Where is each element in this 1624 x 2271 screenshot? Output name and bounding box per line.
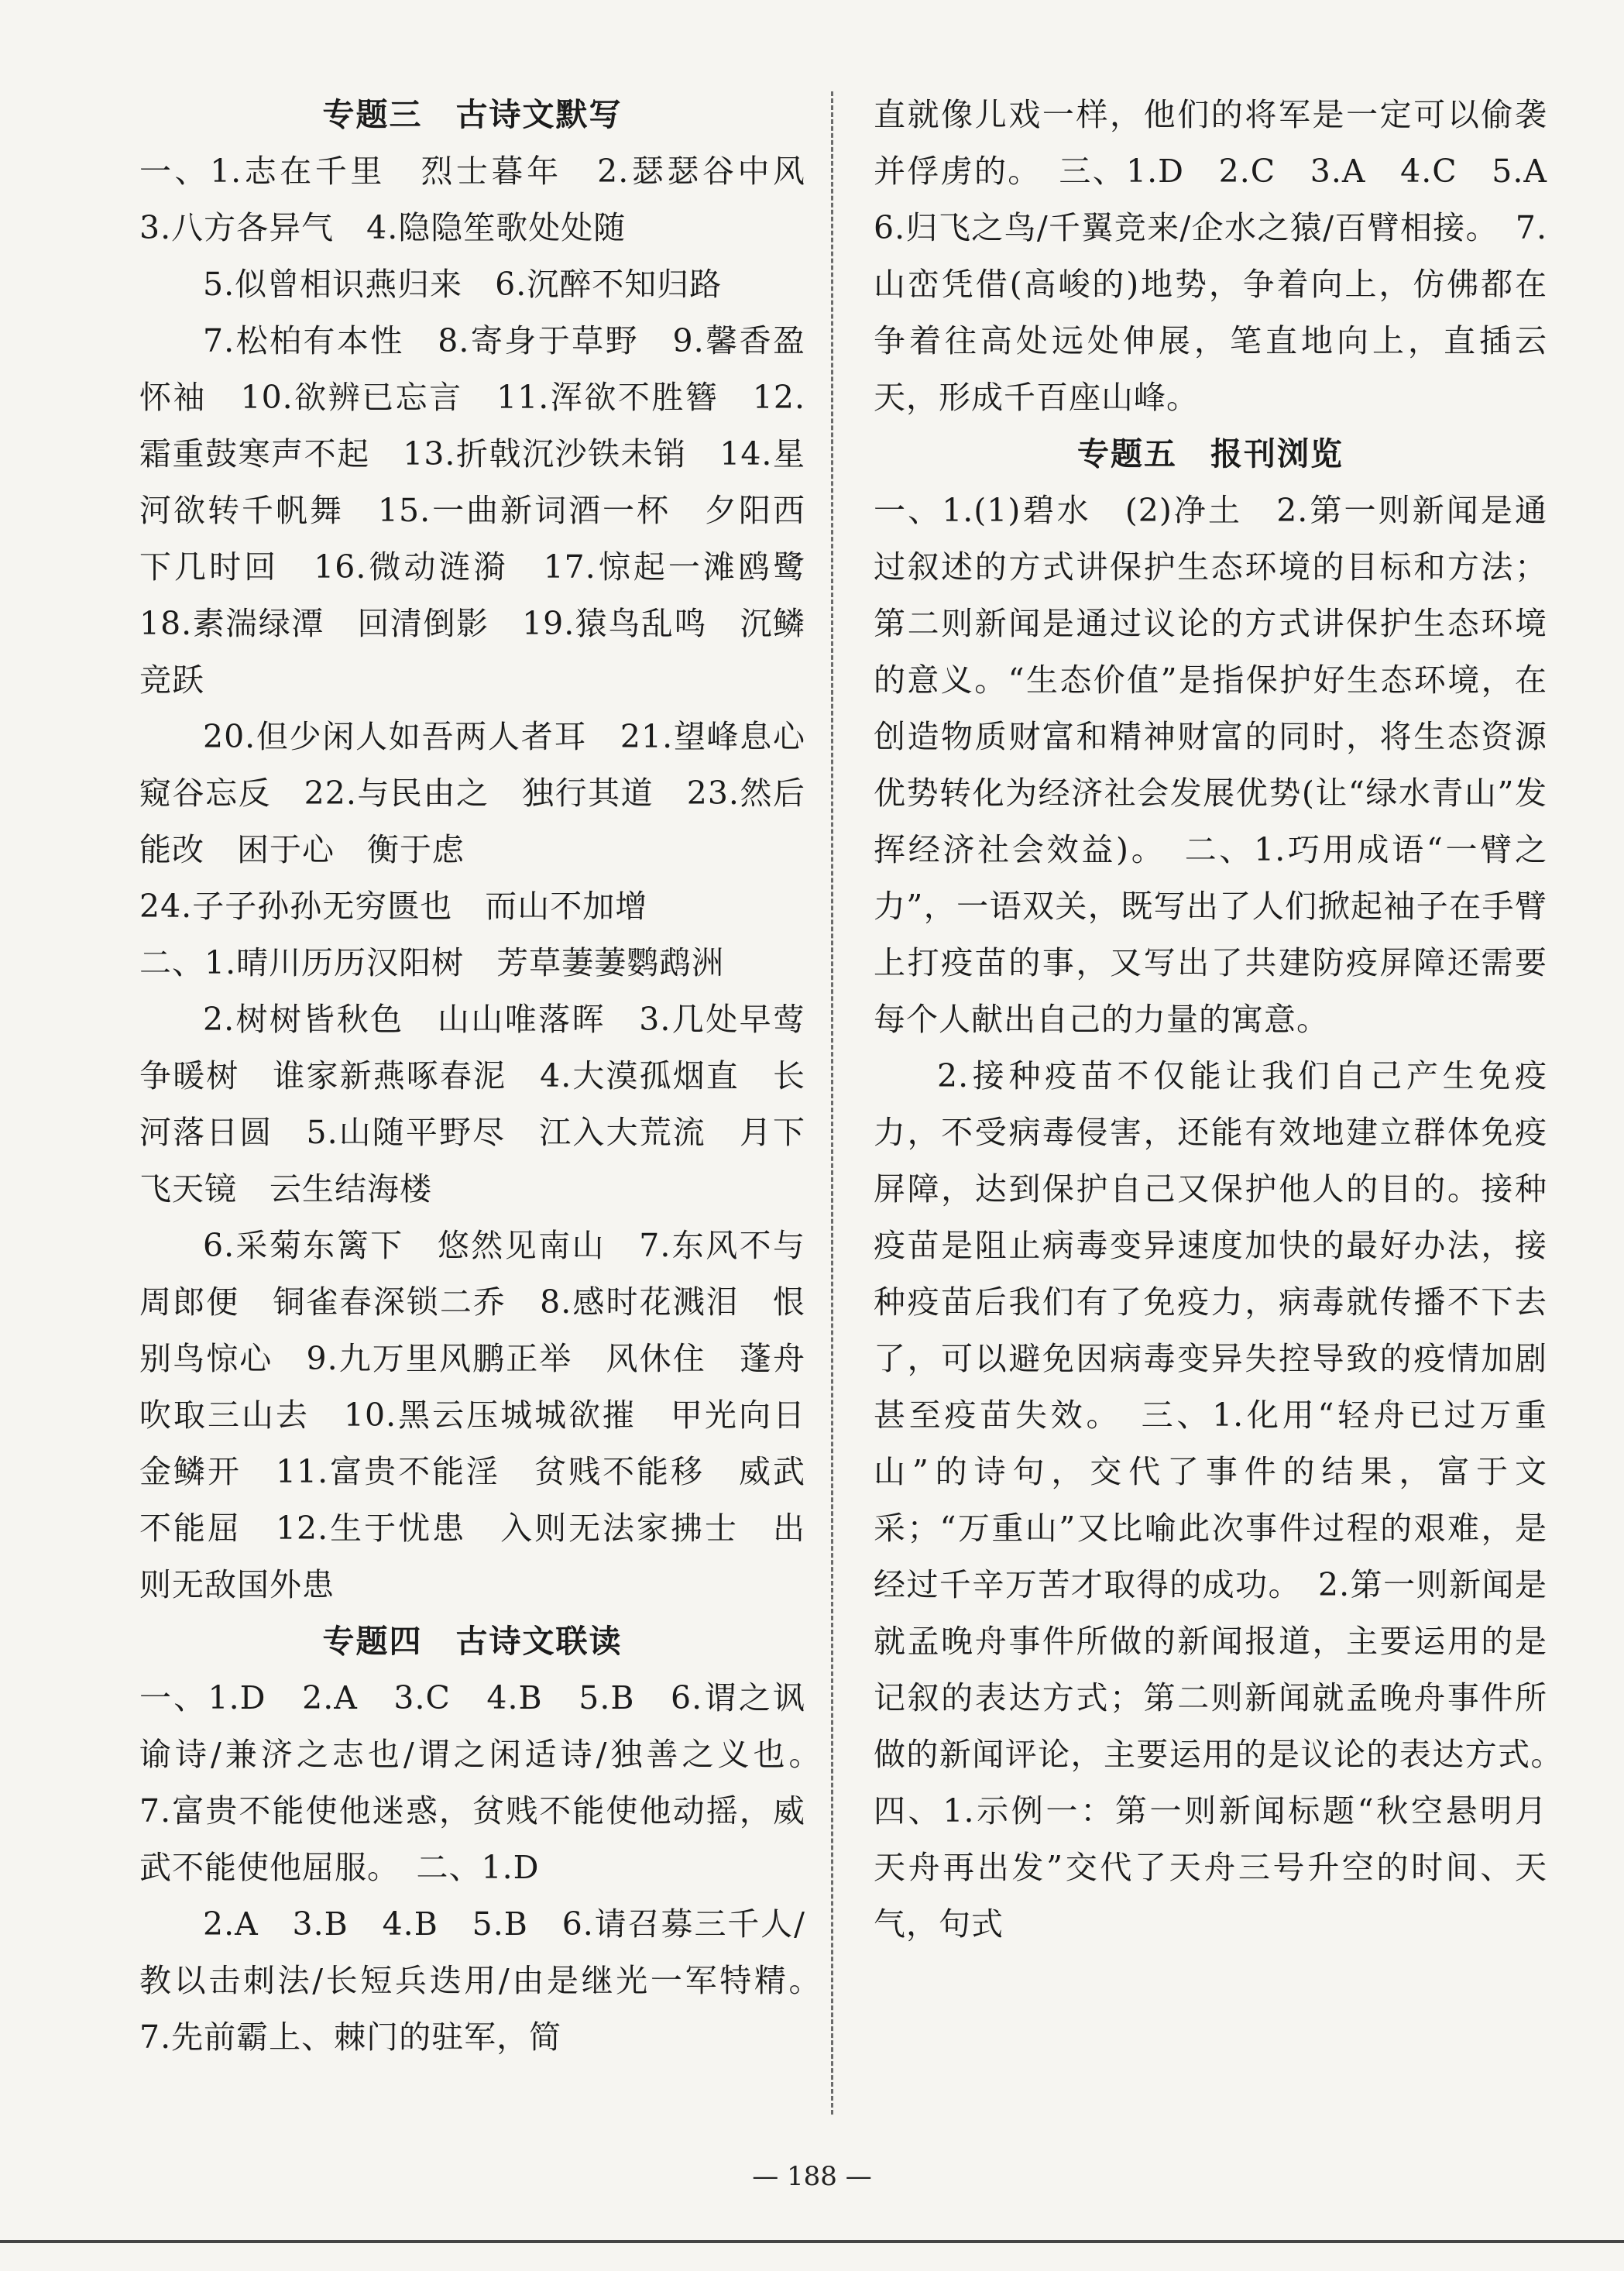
section-3-para-3: 7.松柏有本性 8.寄身于草野 9.馨香盈怀袖 10.欲辨已忘言 11.浑欲不胜簪 12.霜重鼓寒声不起 13.折戟沉沙铁未销 14.星河欲转千帆舞 15.一曲新词酒一杯 夕阳西下几时回 16.微动涟漪 17.惊起一滩鸥鹭 18.素湍绿潭 回清倒影 19.猿鸟乱鸣 沉鳞竞跃 bbox=[139, 322, 838, 699]
section-4-title: 专题四 古诗文联读 bbox=[322, 1623, 623, 1660]
right-column bbox=[874, 87, 1580, 1953]
section-3-para-2: 5.似曾相识燕归来 6.沉醉不知归路 bbox=[203, 266, 723, 303]
column-divider bbox=[831, 91, 833, 2115]
left-column bbox=[139, 87, 838, 2066]
section-4-continuation: 直就像儿戏一样，他们的将军是一定可以偷袭并俘虏的。 三、1.D 2.C 3.A 4.C 5.A 6.归飞之鸟/千翼竞来/企水之猿/百臂相接。 7.山峦凭借(高峻的)地势，争着向上，仿佛都在争着往高处远处伸展，笔直地向上，直插云天，形成千百座山峰。 bbox=[874, 96, 1580, 416]
bottom-rule bbox=[0, 2240, 1624, 2243]
section-3-para-4: 20.但少闲人如吾两人者耳 21.望峰息心 窥谷忘反 22.与民由之 独行其道 23.然后能改 困于心 衡于虑 bbox=[139, 718, 838, 868]
section-3-para-5: 24.子子孙孙无穷匮也 而山不加增 bbox=[139, 888, 648, 925]
section-3-para-7: 6.采菊东篱下 悠然见南山 7.东风不与周郎便 铜雀春深锁二乔 8.感时花溅泪 恨别鸟惊心 9.九万里风鹏正举 风休住 蓬舟吹取三山去 10.黑云压城城欲摧 甲光向日金鳞开 11.富贵不能淫 贫贱不能移 威武不能屈 12.生于忧患 入则无法家拂士 出则无敌国外患 bbox=[139, 1227, 805, 1603]
section-4-para-2: 2.A 3.B 4.B 5.B 6.请召募三千人/教以击刺法/长短兵迭用/由是继光一军特精。 7.先前霸上、棘门的驻军，简 bbox=[139, 1905, 838, 2056]
section-5-title: 专题五 报刊浏览 bbox=[1077, 435, 1344, 472]
section-3-part-2: 二、1.晴川历历汉阳树 芳草萋萋鹦鹉洲 bbox=[139, 944, 725, 981]
section-5-para-2: 2.接种疫苗不仅能让我们自己产生免疫力，不受病毒侵害，还能有效地建立群体免疫屏障，达到保护自己又保护他人的目的。接种疫苗是阻止病毒变异速度加快的最好办法，接种疫苗后我们有了免疫力，病毒就传播不下去了，可以避免因病毒变异失控导致的疫情加剧甚至疫苗失效。 三、1.化用“轻舟已过万重山”的诗句，交代了事件的结果，富于文采；“万重山”又比喻此次事件过程的艰难，是经过千辛万苦才取得的成功。 2.第一则新闻是就孟晚舟事件所做的新闻报道，主要运用的是记叙的表达方式；第二则新闻就孟晚舟事件所做的新闻评论，主要运用的是议论的表达方式。 四、1.示例一：第一则新闻标题“秋空悬明月 天舟再出发”交代了天舟三号升空的时间、天气，句式 bbox=[874, 1057, 1580, 1943]
page-number: — 188 — bbox=[752, 2161, 872, 2192]
section-4-part-1: 一、1.D 2.A 3.C 4.B 5.B 6.谓之讽谕诗/兼济之志也/谓之闲适诗/独善之义也。 7.富贵不能使他迷惑，贫贱不能使他动摇，威武不能使他屈服。 二、1.D bbox=[139, 1679, 838, 1886]
section-3-para-6: 2.树树皆秋色 山山唯落晖 3.几处早莺争暖树 谁家新燕啄春泥 4.大漠孤烟直 长河落日圆 5.山随平野尽 江入大荒流 月下飞天镜 云生结海楼 bbox=[139, 1001, 805, 1208]
section-3-title: 专题三 古诗文默写 bbox=[322, 96, 623, 133]
section-3-part-1: 一、1.志在千里 烈士暮年 2.瑟瑟谷中风 3.八方各异气 4.隐隐笙歌处处随 bbox=[139, 153, 838, 246]
section-5-part-1: 一、1.(1)碧水 (2)净土 2.第一则新闻是通过叙述的方式讲保护生态环境的目标和方法；第二则新闻是通过议论的方式讲保护生态环境的意义。“生态价值”是指保护好生态环境，在创造物质财富和精神财富的同时，将生态资源优势转化为经济社会发展优势(让“绿水青山”发挥经济社会效益)。 二、1.巧用成语“一臂之力”，一语双关，既写出了人们掀起袖子在手臂上打疫苗的事，又写出了共建防疫屏障还需要每个人献出自己的力量的寓意。 bbox=[874, 492, 1547, 1038]
